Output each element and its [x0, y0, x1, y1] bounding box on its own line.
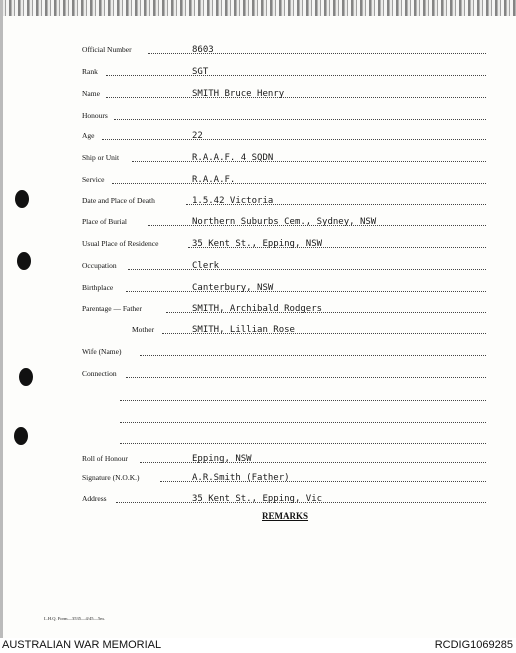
- field-usual-residence: [82, 236, 486, 250]
- field-label: Occupation: [82, 261, 117, 270]
- footer-institution: AUSTRALIAN WAR MEMORIAL: [2, 639, 162, 651]
- field-value: 35 Kent St., Epping, NSW: [192, 239, 323, 249]
- field-father: [82, 301, 486, 315]
- field-label: Place of Burial: [82, 217, 127, 226]
- punch-hole: [14, 427, 28, 445]
- field-rank: [82, 64, 486, 78]
- connection-blank-line: [120, 389, 486, 403]
- field-official-number: [82, 42, 486, 56]
- field-label: Wife (Name): [82, 347, 122, 356]
- field-ship-or-unit: [82, 150, 486, 164]
- archive-footer: [0, 638, 516, 653]
- field-name: [82, 86, 486, 100]
- field-label: Name: [82, 89, 100, 98]
- scan-top-edge: [0, 0, 516, 16]
- field-date-place-of-death: [82, 193, 486, 207]
- field-label: Roll of Honour: [82, 454, 128, 463]
- field-label: Rank: [82, 67, 98, 76]
- field-value: Clerk: [192, 261, 220, 271]
- field-address: [82, 491, 486, 505]
- field-label: Connection: [82, 369, 117, 378]
- field-label: Parentage — Father: [82, 304, 142, 313]
- field-label: Age: [82, 131, 95, 140]
- field-label: Birthplace: [82, 283, 114, 292]
- field-roll-of-honour: [82, 451, 486, 465]
- field-label: Ship or Unit: [82, 153, 120, 162]
- punch-hole: [19, 368, 33, 386]
- field-label: Service: [82, 175, 105, 184]
- field-wife: [82, 344, 486, 358]
- remarks-heading: REMARKS: [262, 511, 309, 521]
- field-value: 22: [192, 131, 203, 141]
- field-value: SMITH, Archibald Rodgers: [192, 304, 323, 314]
- field-occupation: [82, 258, 486, 272]
- field-mother: [82, 322, 486, 336]
- field-label: Usual Place of Residence: [82, 239, 159, 248]
- field-connection: [82, 366, 486, 380]
- field-place-of-burial: [82, 214, 486, 228]
- field-label: Official Number: [82, 45, 132, 54]
- field-label: Signature (N.O.K.): [82, 473, 140, 482]
- form-code: L.H.Q. Form—3535—4/45—5m.: [44, 616, 105, 621]
- field-age: [82, 128, 486, 142]
- field-value: Canterbury, NSW: [192, 283, 274, 293]
- field-label: Address: [82, 494, 107, 503]
- field-label: Mother: [132, 325, 155, 334]
- field-value: 35 Kent St., Epping, Vic: [192, 494, 323, 504]
- field-value: SMITH Bruce Henry: [192, 89, 285, 99]
- field-value: SMITH, Lillian Rose: [192, 325, 295, 335]
- field-value: 1.5.42 Victoria: [192, 196, 274, 206]
- field-birthplace: [82, 280, 486, 294]
- field-honours: [82, 108, 486, 122]
- field-value: A.R.Smith (Father): [192, 473, 290, 483]
- field-label: Date and Place of Death: [82, 196, 155, 205]
- connection-blank-line: [120, 411, 486, 425]
- field-value: Epping, NSW: [192, 454, 252, 464]
- field-service: [82, 172, 486, 186]
- punch-hole: [17, 252, 31, 270]
- field-value: 8603: [192, 45, 214, 55]
- punch-hole: [15, 190, 29, 208]
- scan-left-edge: [0, 0, 3, 638]
- field-value: R.A.A.F. 4 SQDN: [192, 153, 274, 163]
- footer-record-id: RCDIG1069285: [434, 639, 513, 651]
- field-label: Honours: [82, 111, 108, 120]
- field-value: SGT: [192, 67, 209, 77]
- field-value: R.A.A.F.: [192, 175, 236, 185]
- field-value: Northern Suburbs Cem., Sydney, NSW: [192, 217, 377, 227]
- field-signature: [82, 470, 486, 484]
- connection-blank-line: [120, 432, 486, 446]
